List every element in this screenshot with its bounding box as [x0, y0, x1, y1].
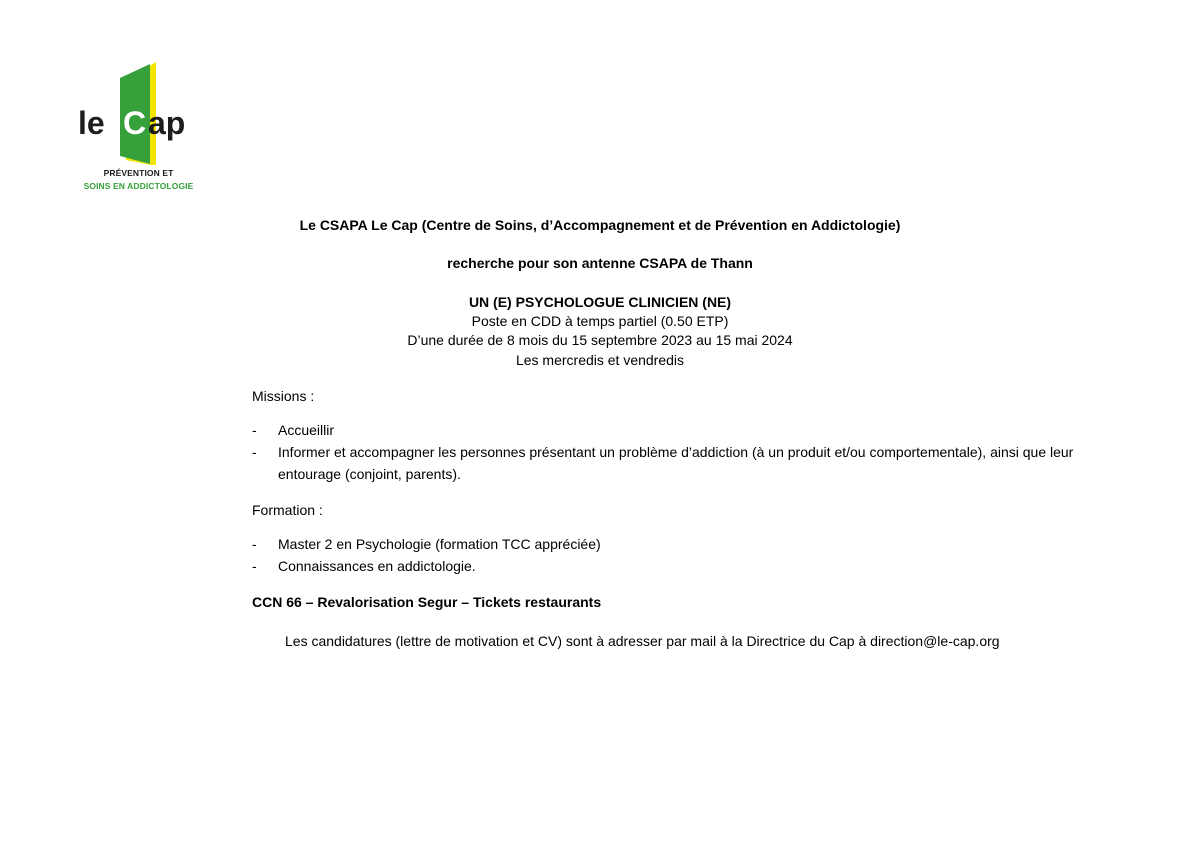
bullet-dash: -	[252, 558, 257, 574]
bullet-dash: -	[252, 444, 257, 460]
header-title: Le CSAPA Le Cap (Centre de Soins, d’Accompagnement et de Prévention en Addictologie)	[299, 217, 901, 233]
formation-item-text: Connaissances en addictologie.	[278, 558, 476, 574]
bullet-dash: -	[252, 422, 257, 438]
logo-word-le: le	[78, 105, 105, 141]
bullet-dash: -	[252, 536, 257, 552]
list-item	[252, 555, 1092, 577]
logo-tagline-1: PRÉVENTION ET	[103, 168, 174, 178]
le-cap-logo	[76, 60, 201, 195]
logo-door-graphic	[76, 60, 201, 165]
formation-item-text: Master 2 en Psychologie (formation TCC appréciée)	[278, 536, 601, 552]
list-item	[252, 533, 1092, 555]
position-duration: D’une durée de 8 mois du 15 septembre 2023 au 15 mai 2024	[407, 332, 793, 348]
logo-letters-ap: ap	[148, 105, 186, 141]
application-line: Les candidatures (lettre de motivation et CV) sont à adresser par mail à la Directrice du Cap à direction@le-cap.org	[285, 633, 1000, 649]
mission-item-text: Informer et accompagner les personnes présentant un problème d’addiction (à un produit et/ou comportementale), ainsi que leur entourage (conjoint, parents).	[278, 444, 1074, 482]
list-item	[252, 441, 1092, 485]
formation-heading: Formation :	[252, 502, 323, 518]
missions-heading: Missions :	[252, 388, 315, 404]
logo-letter-c: C	[123, 105, 147, 141]
mission-item-text: Accueillir	[278, 422, 335, 438]
list-item	[252, 419, 1092, 441]
header-subtitle: recherche pour son antenne CSAPA de Thann	[447, 255, 753, 271]
position-contract: Poste en CDD à temps partiel (0.50 ETP)	[471, 313, 729, 329]
benefits-line: CCN 66 – Revalorisation Segur – Tickets restaurants	[252, 594, 602, 610]
position-days: Les mercredis et vendredis	[515, 352, 685, 368]
logo-tagline-2: SOINS EN ADDICTOLOGIE	[83, 181, 194, 191]
position-title: UN (E) PSYCHOLOGUE CLINICIEN (NE)	[468, 294, 732, 310]
